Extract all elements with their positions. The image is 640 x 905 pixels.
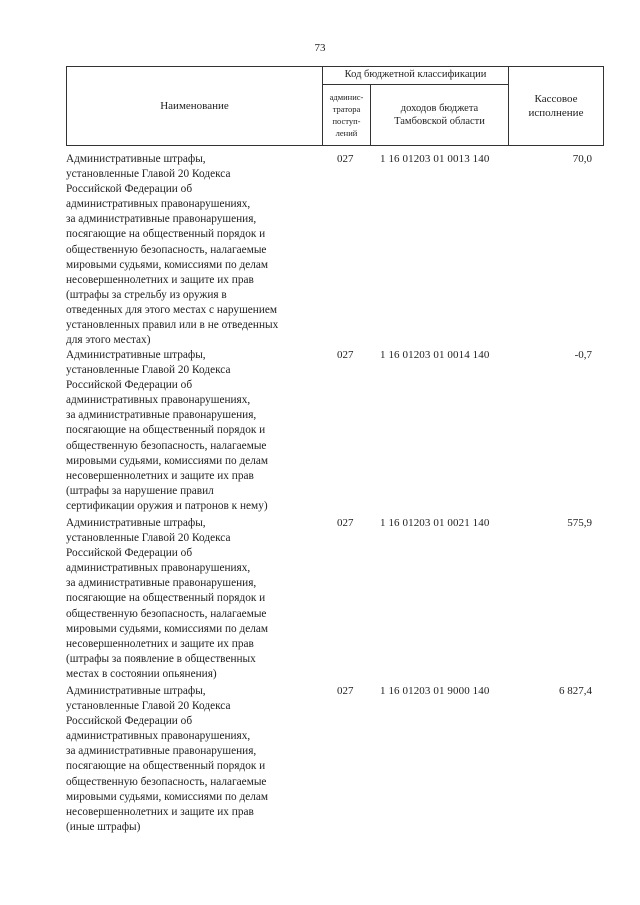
row-name: Административные штрафы, установленные Главой 20 Кодекса Российской Федерации об административных правонарушениях, за административные правонарушения, посягающие на общественный порядок и общественную безопасность, налагаемые мировыми судьями, комиссиями по делам несовершеннолетних и защите их прав (штрафы за появление в общественных местах в состоянии опьянения) bbox=[66, 517, 269, 680]
row-income-code: 1 16 01203 01 0021 140 bbox=[380, 517, 490, 529]
row-name: Административные штрафы, установленные Главой 20 Кодекса Российской Федерации об административных правонарушениях, за административные правонарушения, посягающие на общественный порядок и общественную безопасность, налагаемые мировыми судьями, комиссиями по делам несовершеннолетних и защите их прав (штрафы за стрельбу из оружия в отведенных для этого местах с нарушением установленных правил или в не отведенных для этого местах) bbox=[66, 153, 279, 347]
row-income-code: 1 16 01203 01 0013 140 bbox=[380, 153, 490, 165]
row-admin-code: 027 bbox=[337, 685, 354, 697]
page-number: 73 bbox=[314, 42, 326, 54]
table-header bbox=[66, 66, 604, 146]
header-budget-classification: Код бюджетной классификации bbox=[323, 67, 509, 85]
row-name: Административные штрафы, установленные Главой 20 Кодекса Российской Федерации об административных правонарушениях, за административные правонарушения, посягающие на общественный порядок и общественную безопасность, налагаемые мировыми судьями, комиссиями по делам несовершеннолетних и защите их прав (иные штрафы) bbox=[66, 685, 269, 833]
row-amount: 6 827,4 bbox=[559, 685, 592, 697]
row-amount: -0,7 bbox=[574, 349, 592, 361]
header-execution: Кассовое исполнение bbox=[528, 93, 584, 119]
row-admin-code: 027 bbox=[337, 349, 354, 361]
header-income: доходов бюджета Тамбовской области bbox=[371, 85, 509, 145]
row-amount: 575,9 bbox=[567, 517, 592, 529]
row-admin-code: 027 bbox=[337, 153, 354, 165]
row-income-code: 1 16 01203 01 9000 140 bbox=[380, 685, 490, 697]
header-admin: админис- тратора поступ- лений bbox=[323, 85, 371, 145]
row-name: Административные штрафы, установленные Главой 20 Кодекса Российской Федерации об административных правонарушениях, за административные правонарушения, посягающие на общественный порядок и общественную безопасность, налагаемые мировыми судьями, комиссиями по делам несовершеннолетних и защите их прав (штрафы за нарушение правил сертификации оружия и патронов к нему) bbox=[66, 349, 269, 512]
header-name: Наименование bbox=[67, 67, 323, 145]
row-income-code: 1 16 01203 01 0014 140 bbox=[380, 349, 490, 361]
row-admin-code: 027 bbox=[337, 517, 354, 529]
row-amount: 70,0 bbox=[572, 153, 592, 165]
